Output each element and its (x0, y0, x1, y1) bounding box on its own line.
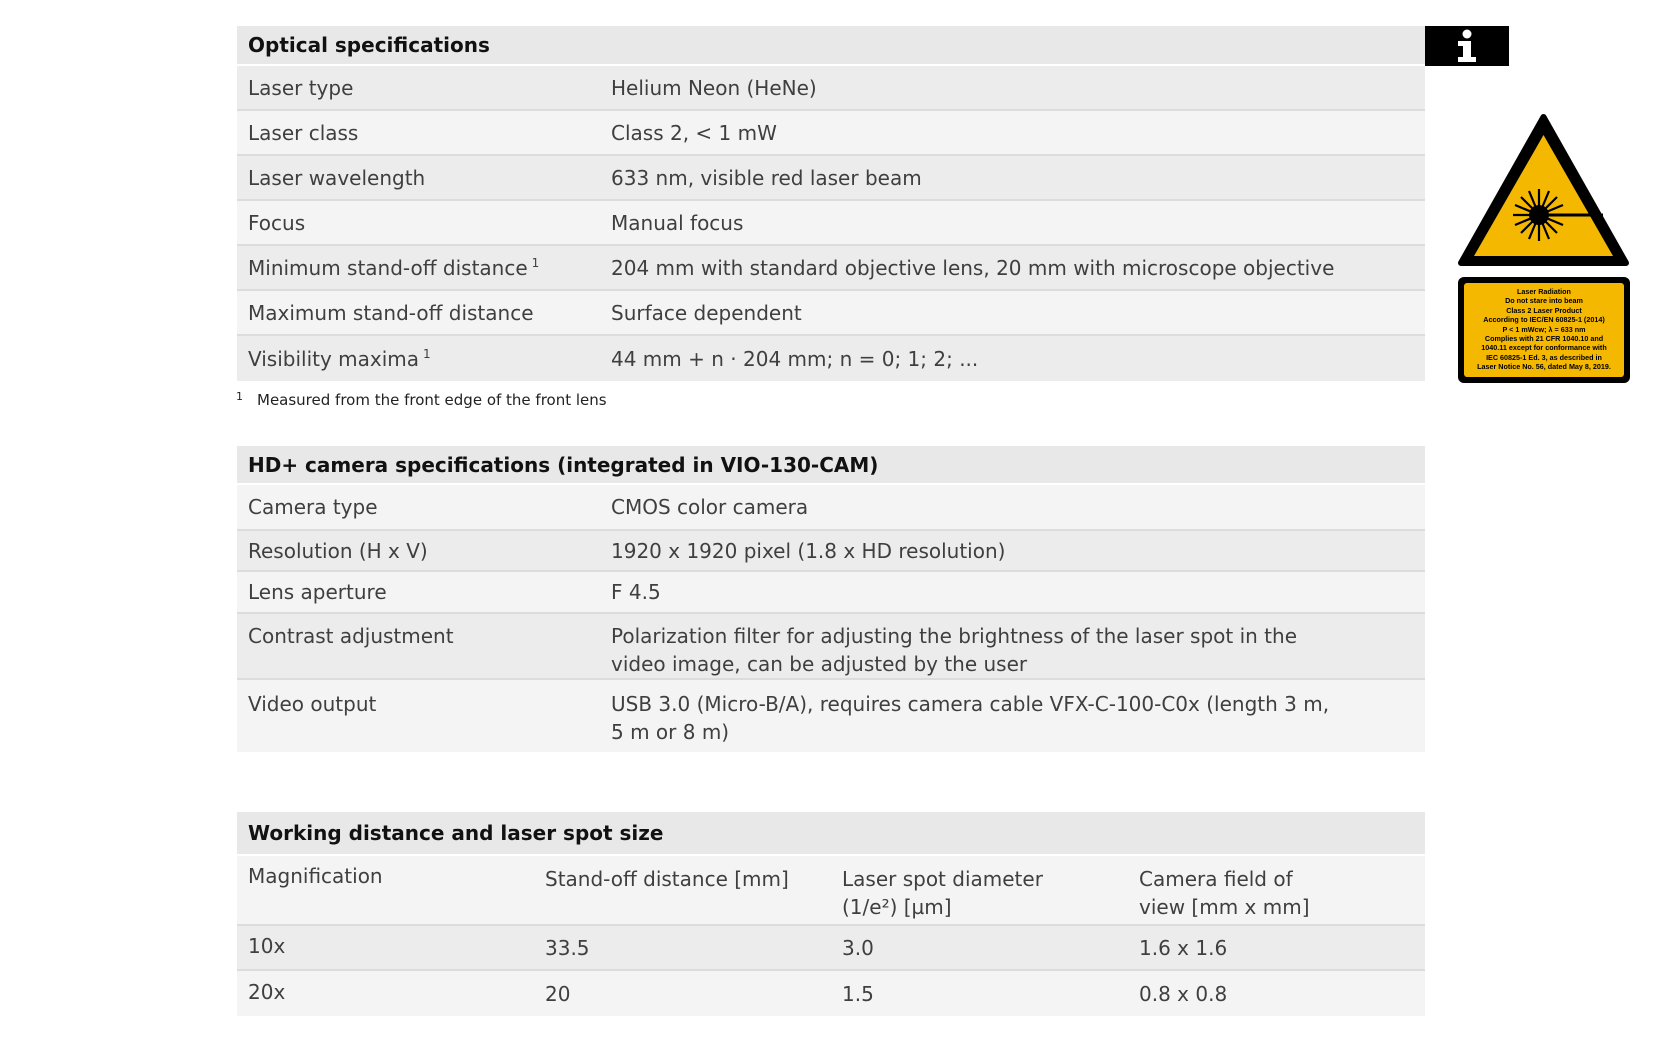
row-value: 633 nm, visible red laser beam (611, 165, 922, 190)
table-row (237, 291, 1425, 336)
table-cell: 3.0 (842, 935, 874, 960)
table-row (237, 336, 1425, 381)
table-row (237, 531, 1425, 572)
table-header-row (237, 856, 1425, 926)
working-distance-title: Working distance and laser spot size (237, 812, 1425, 856)
row-label: Maximum stand-off distance (248, 300, 534, 325)
label-line: IEC 60825-1 Ed. 3, as described in (1486, 352, 1602, 362)
table-row (237, 156, 1425, 201)
column-header: Laser spot diameter (1/e²) [µm] (842, 867, 1043, 919)
label-line: P < 1 mWcw; λ = 633 nm (1502, 324, 1586, 334)
footnote-text: Measured from the front edge of the front lens (257, 391, 607, 409)
row-label-text: Visibility maxima (248, 346, 420, 371)
table-cell: 20x (248, 979, 286, 1004)
label-line: Do not stare into beam (1505, 296, 1583, 306)
row-value: Surface dependent (611, 300, 802, 325)
table-row (237, 246, 1425, 291)
footnote-ref: 1 (423, 346, 431, 361)
row-value: Manual focus (611, 210, 744, 235)
row-label (237, 256, 611, 280)
table-row (237, 971, 1425, 1016)
row-label: Contrast adjustment (248, 624, 454, 648)
footnote-ref: 1 (531, 255, 540, 270)
row-label: Lens aperture (248, 580, 387, 604)
table-row (237, 680, 1425, 752)
row-label: Laser wavelength (248, 165, 426, 190)
table-row (237, 572, 1425, 614)
optical-specs-title: Optical specifications (237, 26, 1425, 66)
label-line: Laser Radiation (1517, 287, 1571, 296)
column-header: Stand-off distance [mm] (545, 867, 789, 891)
table-row (237, 111, 1425, 156)
info-glyph (1454, 29, 1480, 63)
row-value: USB 3.0 (Micro-B/A), requires camera cable VFX-C-100-C0x (length 3 m, 5 m or 8 m) (611, 692, 1330, 744)
column-header: Magnification (248, 864, 383, 888)
table-cell: 1.6 x 1.6 (1139, 935, 1228, 960)
working-distance-table (237, 812, 1425, 1016)
table-row (237, 485, 1425, 531)
row-value: 1920 x 1920 pixel (1.8 x HD resolution) (611, 538, 1006, 563)
row-value: Polarization filter for adjusting the brightness of the laser spot in the video image, can be adjusted by the user (611, 624, 1298, 676)
label-line: Class 2 Laser Product (1506, 305, 1582, 315)
row-label: Laser type (248, 75, 354, 100)
camera-specs-title: HD+ camera specifications (integrated in VIO-130-CAM) (237, 446, 1425, 485)
table-row (237, 614, 1425, 680)
row-value: 204 mm with standard objective lens, 20 mm with microscope objective (611, 255, 1335, 280)
label-line: Laser Notice No. 56, dated May 8, 2019. (1477, 362, 1611, 372)
row-label (237, 347, 611, 371)
row-value: CMOS color camera (611, 495, 809, 519)
row-label: Camera type (248, 495, 378, 519)
row-value: F 4.5 (611, 580, 661, 604)
laser-radiation-label (1458, 277, 1630, 383)
table-cell: 33.5 (545, 935, 590, 960)
table-row (237, 926, 1425, 971)
row-label: Focus (248, 210, 306, 235)
label-line: 1040.11 except for conformance with (1481, 343, 1607, 353)
label-line: Complies with 21 CFR 1040.10 and (1484, 334, 1604, 344)
label-line: According to IEC/EN 60825-1 (2014) (1483, 315, 1605, 325)
table-cell: 1.5 (842, 981, 874, 1006)
row-label: Video output (248, 692, 377, 716)
footnote-mark: 1 (236, 390, 243, 403)
footnote (236, 390, 607, 409)
table-cell: 20 (545, 981, 571, 1006)
info-icon (1425, 26, 1509, 66)
column-header: Camera field of view [mm x mm] (1139, 867, 1310, 919)
table-row (237, 201, 1425, 246)
camera-specs-table (237, 446, 1425, 752)
row-label-text: Minimum stand-off distance (248, 255, 528, 280)
table-cell: 0.8 x 0.8 (1139, 981, 1228, 1006)
table-row (237, 66, 1425, 111)
laser-label-text (1464, 283, 1624, 377)
optical-specs-table (237, 26, 1425, 381)
row-value: 44 mm + n · 204 mm; n = 0; 1; 2; ... (611, 346, 979, 371)
row-label: Resolution (H x V) (248, 538, 428, 563)
laser-warning-icon (1457, 113, 1630, 267)
row-label: Laser class (248, 120, 359, 145)
table-cell: 10x (248, 933, 286, 958)
row-value: Helium Neon (HeNe) (611, 75, 817, 100)
row-value: Class 2, < 1 mW (611, 120, 777, 145)
